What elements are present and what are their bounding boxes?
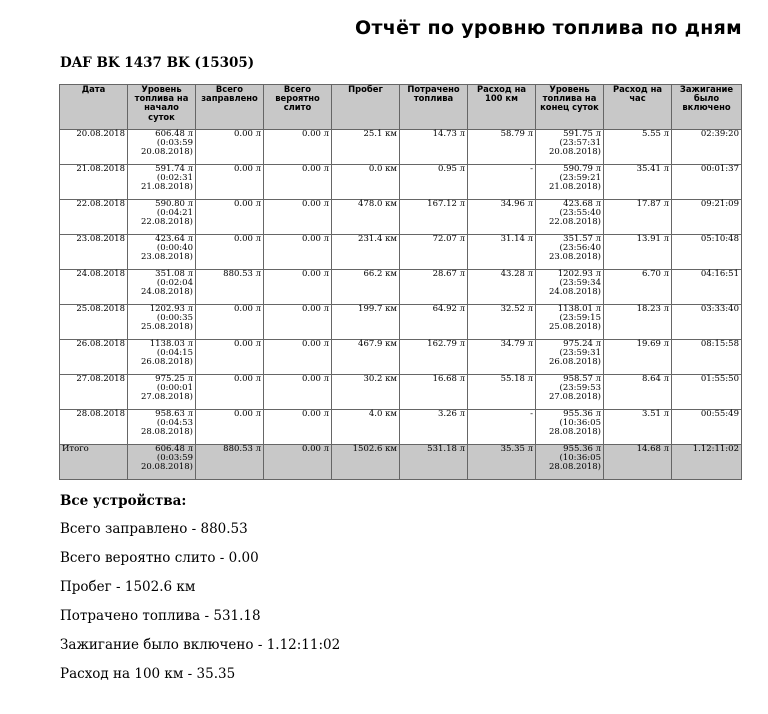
cell-start-level [128, 130, 196, 165]
cell-per-100km-value: - [530, 164, 533, 174]
cell-mileage-value: 4.0 км [368, 409, 397, 419]
cell-start-level-part: (0:04:21 [156, 208, 193, 219]
cell-ignition [672, 130, 742, 165]
cell-end-level [536, 410, 604, 445]
cell-per-100km [468, 130, 536, 165]
cell-per-hour [604, 445, 672, 480]
cell-per-hour-value: 8.64 л [641, 374, 669, 384]
cell-refueled [196, 305, 264, 340]
cell-end-level [536, 375, 604, 410]
cell-refueled-value: 0.00 л [233, 339, 261, 349]
cell-fuel-spent-value: 64.92 л [432, 304, 465, 314]
cell-ignition [672, 445, 742, 480]
cell-drained [264, 375, 332, 410]
cell-drained-value: 0.00 л [301, 199, 329, 209]
cell-refueled-value: 0.00 л [233, 164, 261, 174]
cell-refueled [196, 445, 264, 480]
cell-fuel-spent-value: 16.68 л [432, 374, 465, 384]
cell-end-level-part: 1202.93 л [557, 269, 601, 279]
cell-start-level-part: 24.08.2018) [141, 287, 193, 298]
cell-start-level-part: 27.08.2018) [141, 392, 193, 403]
cell-mileage-value: 1502.6 км [352, 444, 397, 454]
cell-end-level-part: 24.08.2018) [549, 287, 601, 298]
cell-per-100km [468, 445, 536, 480]
cell-drained-value: 0.00 л [301, 409, 329, 419]
cell-date [60, 445, 128, 480]
cell-per-hour [604, 200, 672, 235]
cell-fuel-spent [400, 410, 468, 445]
cell-date [60, 235, 128, 270]
cell-refueled [196, 410, 264, 445]
cell-end-level-part: 423.68 л [563, 199, 601, 209]
cell-end-level [536, 340, 604, 375]
cell-refueled-value: 0.00 л [233, 199, 261, 209]
cell-ignition [672, 410, 742, 445]
cell-mileage [332, 445, 400, 480]
cell-fuel-spent-value: 0.95 л [437, 164, 465, 174]
summary-section [60, 493, 340, 695]
cell-ignition-value: 09:21:09 [700, 199, 739, 209]
cell-fuel-spent [400, 235, 468, 270]
table-row [60, 305, 742, 340]
cell-per-100km [468, 305, 536, 340]
table-header-row [60, 85, 742, 130]
cell-ignition-value: 02:39:20 [700, 129, 739, 139]
cell-end-level-part: 23.08.2018) [549, 252, 601, 263]
cell-fuel-spent [400, 200, 468, 235]
cell-end-level [536, 305, 604, 340]
cell-end-level-part: 955.36 л [563, 444, 601, 454]
cell-per-hour-value: 35.41 л [636, 164, 669, 174]
table-row [60, 340, 742, 375]
cell-fuel-spent [400, 130, 468, 165]
cell-mileage-value: 199.7 км [358, 304, 397, 314]
cell-per-hour-value: 3.51 л [641, 409, 669, 419]
table-row [60, 410, 742, 445]
cell-fuel-spent-value: 531.18 л [427, 444, 465, 454]
cell-fuel-spent-value: 167.12 л [427, 199, 465, 209]
header-date: Дата [60, 85, 128, 130]
cell-end-level-part: 20.08.2018) [549, 147, 601, 158]
cell-fuel-spent-value: 28.67 л [432, 269, 465, 279]
cell-end-level-part: 25.08.2018) [549, 322, 601, 333]
cell-end-level-part: 1138.01 л [557, 304, 601, 314]
cell-end-level-part: (23:57:31 [559, 138, 601, 149]
cell-per-hour [604, 235, 672, 270]
summary-line-drained: Всего вероятно слито - 0.00 [60, 550, 259, 566]
cell-start-level-part: (0:02:31 [156, 173, 193, 184]
cell-drained-value: 0.00 л [301, 269, 329, 279]
header-mileage: Пробег [332, 85, 400, 130]
cell-mileage-value: 231.4 км [358, 234, 397, 244]
cell-fuel-spent [400, 165, 468, 200]
cell-fuel-spent [400, 305, 468, 340]
cell-drained-value: 0.00 л [301, 304, 329, 314]
header-drained: Всего вероятно слито [264, 85, 332, 130]
table-row [60, 130, 742, 165]
cell-end-level-part: (23:59:21 [559, 173, 601, 184]
cell-mileage-value: 467.9 км [358, 339, 397, 349]
cell-mileage [332, 130, 400, 165]
cell-ignition-value: 03:33:40 [700, 304, 739, 314]
cell-per-hour-value: 18.23 л [636, 304, 669, 314]
header-per-100km: Расход на 100 км [468, 85, 536, 130]
cell-start-level [128, 340, 196, 375]
cell-start-level-part: 1202.93 л [149, 304, 193, 314]
cell-ignition [672, 305, 742, 340]
cell-start-level-part: (0:03:59 [156, 138, 193, 149]
cell-mileage [332, 375, 400, 410]
cell-start-level-part: 958.63 л [155, 409, 193, 419]
header-start-level: Уровень топлива на начало суток [128, 85, 196, 130]
cell-mileage-value: 478.0 км [358, 199, 397, 209]
fuel-report-table [59, 84, 742, 480]
cell-drained-value: 0.00 л [301, 339, 329, 349]
cell-start-level [128, 375, 196, 410]
cell-per-100km [468, 165, 536, 200]
cell-end-level-part: 958.57 л [563, 374, 601, 384]
cell-start-level-part: 606.48 л [155, 444, 193, 454]
header-refueled: Всего заправлено [196, 85, 264, 130]
cell-refueled [196, 165, 264, 200]
cell-date [60, 165, 128, 200]
cell-date [60, 375, 128, 410]
cell-refueled-value: 0.00 л [233, 409, 261, 419]
cell-start-level [128, 200, 196, 235]
cell-date-value: Итого [62, 444, 89, 454]
cell-ignition [672, 200, 742, 235]
cell-end-level-part: (10:36:05 [559, 418, 601, 429]
cell-start-level-part: 20.08.2018) [141, 147, 193, 158]
cell-per-hour [604, 130, 672, 165]
cell-refueled [196, 130, 264, 165]
cell-start-level-part: 23.08.2018) [141, 252, 193, 263]
cell-per-100km [468, 270, 536, 305]
header-per-hour: Расход на час [604, 85, 672, 130]
cell-date [60, 305, 128, 340]
cell-start-level-part: (0:04:53 [156, 418, 193, 429]
table-row [60, 200, 742, 235]
cell-refueled [196, 375, 264, 410]
report-title: Отчёт по уровню топлива по дням [355, 17, 742, 39]
cell-drained-value: 0.00 л [301, 129, 329, 139]
cell-per-100km-value: 35.35 л [500, 444, 533, 454]
cell-end-level-part: 27.08.2018) [549, 392, 601, 403]
cell-mileage-value: 0.0 км [368, 164, 397, 174]
cell-drained-value: 0.00 л [301, 164, 329, 174]
cell-per-100km-value: 43.28 л [500, 269, 533, 279]
cell-end-level-part: (23:56:40 [559, 243, 601, 254]
table-row [60, 270, 742, 305]
cell-fuel-spent-value: 162.79 л [427, 339, 465, 349]
cell-date [60, 410, 128, 445]
cell-per-100km [468, 410, 536, 445]
cell-per-hour [604, 340, 672, 375]
cell-ignition [672, 340, 742, 375]
cell-end-level-part: (10:36:05 [559, 453, 601, 464]
cell-refueled-value: 0.00 л [233, 129, 261, 139]
cell-per-100km-value: - [530, 409, 533, 419]
cell-end-level [536, 165, 604, 200]
cell-refueled-value: 880.53 л [223, 269, 261, 279]
cell-end-level-part: 590.79 л [563, 164, 601, 174]
cell-fuel-spent-value: 3.26 л [437, 409, 465, 419]
summary-line-mileage: Пробег - 1502.6 км [60, 579, 196, 595]
cell-ignition [672, 165, 742, 200]
cell-mileage [332, 165, 400, 200]
cell-refueled-value: 0.00 л [233, 234, 261, 244]
cell-per-hour-value: 5.55 л [641, 129, 669, 139]
cell-end-level [536, 235, 604, 270]
table-row [60, 165, 742, 200]
cell-end-level [536, 270, 604, 305]
cell-per-hour [604, 270, 672, 305]
cell-drained [264, 130, 332, 165]
cell-refueled [196, 270, 264, 305]
cell-date-value: 25.08.2018 [76, 304, 125, 314]
cell-start-level-part: 423.64 л [155, 234, 193, 244]
cell-refueled [196, 235, 264, 270]
table-total-row [60, 445, 742, 480]
cell-end-level-part: (23:59:53 [559, 383, 601, 394]
cell-fuel-spent [400, 375, 468, 410]
summary-line-ignition: Зажигание было включено - 1.12:11:02 [60, 637, 341, 653]
cell-start-level-part: 1138.03 л [149, 339, 193, 349]
cell-end-level-part: 975.24 л [563, 339, 601, 349]
cell-per-hour [604, 305, 672, 340]
cell-drained [264, 165, 332, 200]
cell-ignition-value: 00:01:37 [700, 164, 739, 174]
cell-end-level-part: 21.08.2018) [549, 182, 601, 193]
cell-start-level [128, 270, 196, 305]
cell-start-level-part: 20.08.2018) [141, 462, 193, 473]
cell-mileage-value: 30.2 км [363, 374, 397, 384]
cell-drained [264, 410, 332, 445]
summary-line-fuel-spent: Потрачено топлива - 531.18 [60, 608, 261, 624]
vehicle-title: DAF BK 1437 BK (15305) [60, 55, 255, 71]
cell-mileage [332, 235, 400, 270]
cell-end-level-part: (23:55:40 [559, 208, 601, 219]
cell-date-value: 27.08.2018 [76, 374, 125, 384]
cell-start-level-part: (0:02:04 [156, 278, 193, 289]
cell-date-value: 23.08.2018 [76, 234, 125, 244]
cell-drained-value: 0.00 л [301, 374, 329, 384]
cell-ignition-value: 01:55:50 [700, 374, 739, 384]
cell-end-level-part: (23:59:34 [559, 278, 601, 289]
cell-end-level-part: 955.36 л [563, 409, 601, 419]
summary-heading: Все устройства: [60, 493, 187, 509]
cell-refueled-value: 0.00 л [233, 374, 261, 384]
cell-mileage [332, 305, 400, 340]
header-fuel-spent: Потрачено топлива [400, 85, 468, 130]
cell-start-level-part: 591.74 л [155, 164, 193, 174]
cell-fuel-spent [400, 270, 468, 305]
cell-drained [264, 305, 332, 340]
cell-ignition-value: 08:15:58 [700, 339, 739, 349]
cell-date-value: 21.08.2018 [76, 164, 125, 174]
cell-end-level-part: 28.08.2018) [549, 462, 601, 473]
cell-start-level-part: (0:04:15 [156, 348, 193, 359]
cell-end-level-part: 351.57 л [563, 234, 601, 244]
cell-refueled-value: 0.00 л [233, 304, 261, 314]
table-row [60, 235, 742, 270]
cell-end-level [536, 200, 604, 235]
cell-fuel-spent-value: 72.07 л [432, 234, 465, 244]
header-ignition: Зажигание было включено [672, 85, 742, 130]
cell-drained [264, 270, 332, 305]
cell-date-value: 22.08.2018 [76, 199, 125, 209]
cell-start-level [128, 305, 196, 340]
cell-per-100km [468, 200, 536, 235]
cell-date-value: 20.08.2018 [76, 129, 125, 139]
cell-start-level-part: 975.25 л [155, 374, 193, 384]
cell-end-level-part: (23:59:15 [559, 313, 601, 324]
cell-ignition-value: 05:10:48 [700, 234, 739, 244]
cell-start-level [128, 410, 196, 445]
cell-per-hour-value: 17.87 л [636, 199, 669, 209]
cell-start-level-part: (0:03:59 [156, 453, 193, 464]
cell-date [60, 270, 128, 305]
cell-drained [264, 340, 332, 375]
cell-end-level [536, 445, 604, 480]
cell-ignition-value: 00:55:49 [700, 409, 739, 419]
cell-end-level-part: 28.08.2018) [549, 427, 601, 438]
cell-start-level-part: 26.08.2018) [141, 357, 193, 368]
cell-mileage-value: 66.2 км [363, 269, 397, 279]
header-end-level: Уровень топлива на конец суток [536, 85, 604, 130]
table-row [60, 375, 742, 410]
cell-date [60, 200, 128, 235]
cell-start-level-part: (0:00:01 [156, 383, 193, 394]
cell-start-level-part: 21.08.2018) [141, 182, 193, 193]
cell-date-value: 28.08.2018 [76, 409, 125, 419]
cell-refueled [196, 340, 264, 375]
cell-per-100km-value: 55.18 л [500, 374, 533, 384]
cell-per-100km-value: 58.79 л [500, 129, 533, 139]
cell-drained [264, 200, 332, 235]
cell-per-hour [604, 375, 672, 410]
cell-end-level [536, 130, 604, 165]
cell-per-hour-value: 13.91 л [636, 234, 669, 244]
cell-end-level-part: 26.08.2018) [549, 357, 601, 368]
cell-drained-value: 0.00 л [301, 234, 329, 244]
cell-fuel-spent [400, 445, 468, 480]
cell-start-level [128, 165, 196, 200]
cell-start-level-part: 22.08.2018) [141, 217, 193, 228]
cell-mileage [332, 270, 400, 305]
cell-ignition [672, 270, 742, 305]
cell-fuel-spent-value: 14.73 л [432, 129, 465, 139]
cell-per-100km-value: 31.14 л [500, 234, 533, 244]
cell-ignition [672, 375, 742, 410]
cell-date-value: 24.08.2018 [76, 269, 125, 279]
cell-ignition [672, 235, 742, 270]
cell-date [60, 130, 128, 165]
cell-refueled [196, 200, 264, 235]
cell-end-level-part: 591.75 л [563, 129, 601, 139]
cell-mileage [332, 200, 400, 235]
cell-per-100km-value: 34.79 л [500, 339, 533, 349]
cell-start-level-part: 25.08.2018) [141, 322, 193, 333]
cell-start-level [128, 445, 196, 480]
cell-start-level-part: 590.80 л [155, 199, 193, 209]
cell-ignition-value: 1.12:11:02 [692, 444, 739, 454]
cell-drained [264, 235, 332, 270]
cell-per-100km [468, 375, 536, 410]
summary-line-per-100km: Расход на 100 км - 35.35 [60, 666, 236, 682]
cell-start-level-part: (0:00:35 [156, 313, 193, 324]
cell-per-100km [468, 235, 536, 270]
cell-refueled-value: 880.53 л [223, 444, 261, 454]
cell-start-level-part: (0:00:40 [156, 243, 193, 254]
cell-per-hour-value: 19.69 л [636, 339, 669, 349]
cell-date [60, 340, 128, 375]
cell-per-hour [604, 410, 672, 445]
cell-fuel-spent [400, 340, 468, 375]
cell-per-100km [468, 340, 536, 375]
cell-per-hour [604, 165, 672, 200]
cell-per-100km-value: 34.96 л [500, 199, 533, 209]
cell-date-value: 26.08.2018 [76, 339, 125, 349]
cell-mileage [332, 340, 400, 375]
cell-drained [264, 445, 332, 480]
summary-line-refueled: Всего заправлено - 880.53 [60, 521, 248, 537]
cell-per-hour-value: 14.68 л [636, 444, 669, 454]
cell-start-level-part: 351.08 л [155, 269, 193, 279]
cell-end-level-part: 22.08.2018) [549, 217, 601, 228]
cell-drained-value: 0.00 л [301, 444, 329, 454]
cell-mileage [332, 410, 400, 445]
cell-ignition-value: 04:16:51 [700, 269, 739, 279]
cell-per-100km-value: 32.52 л [500, 304, 533, 314]
cell-start-level-part: 28.08.2018) [141, 427, 193, 438]
cell-mileage-value: 25.1 км [363, 129, 397, 139]
cell-start-level-part: 606.48 л [155, 129, 193, 139]
cell-per-hour-value: 6.70 л [641, 269, 669, 279]
cell-start-level [128, 235, 196, 270]
cell-end-level-part: (23:59:31 [559, 348, 601, 359]
